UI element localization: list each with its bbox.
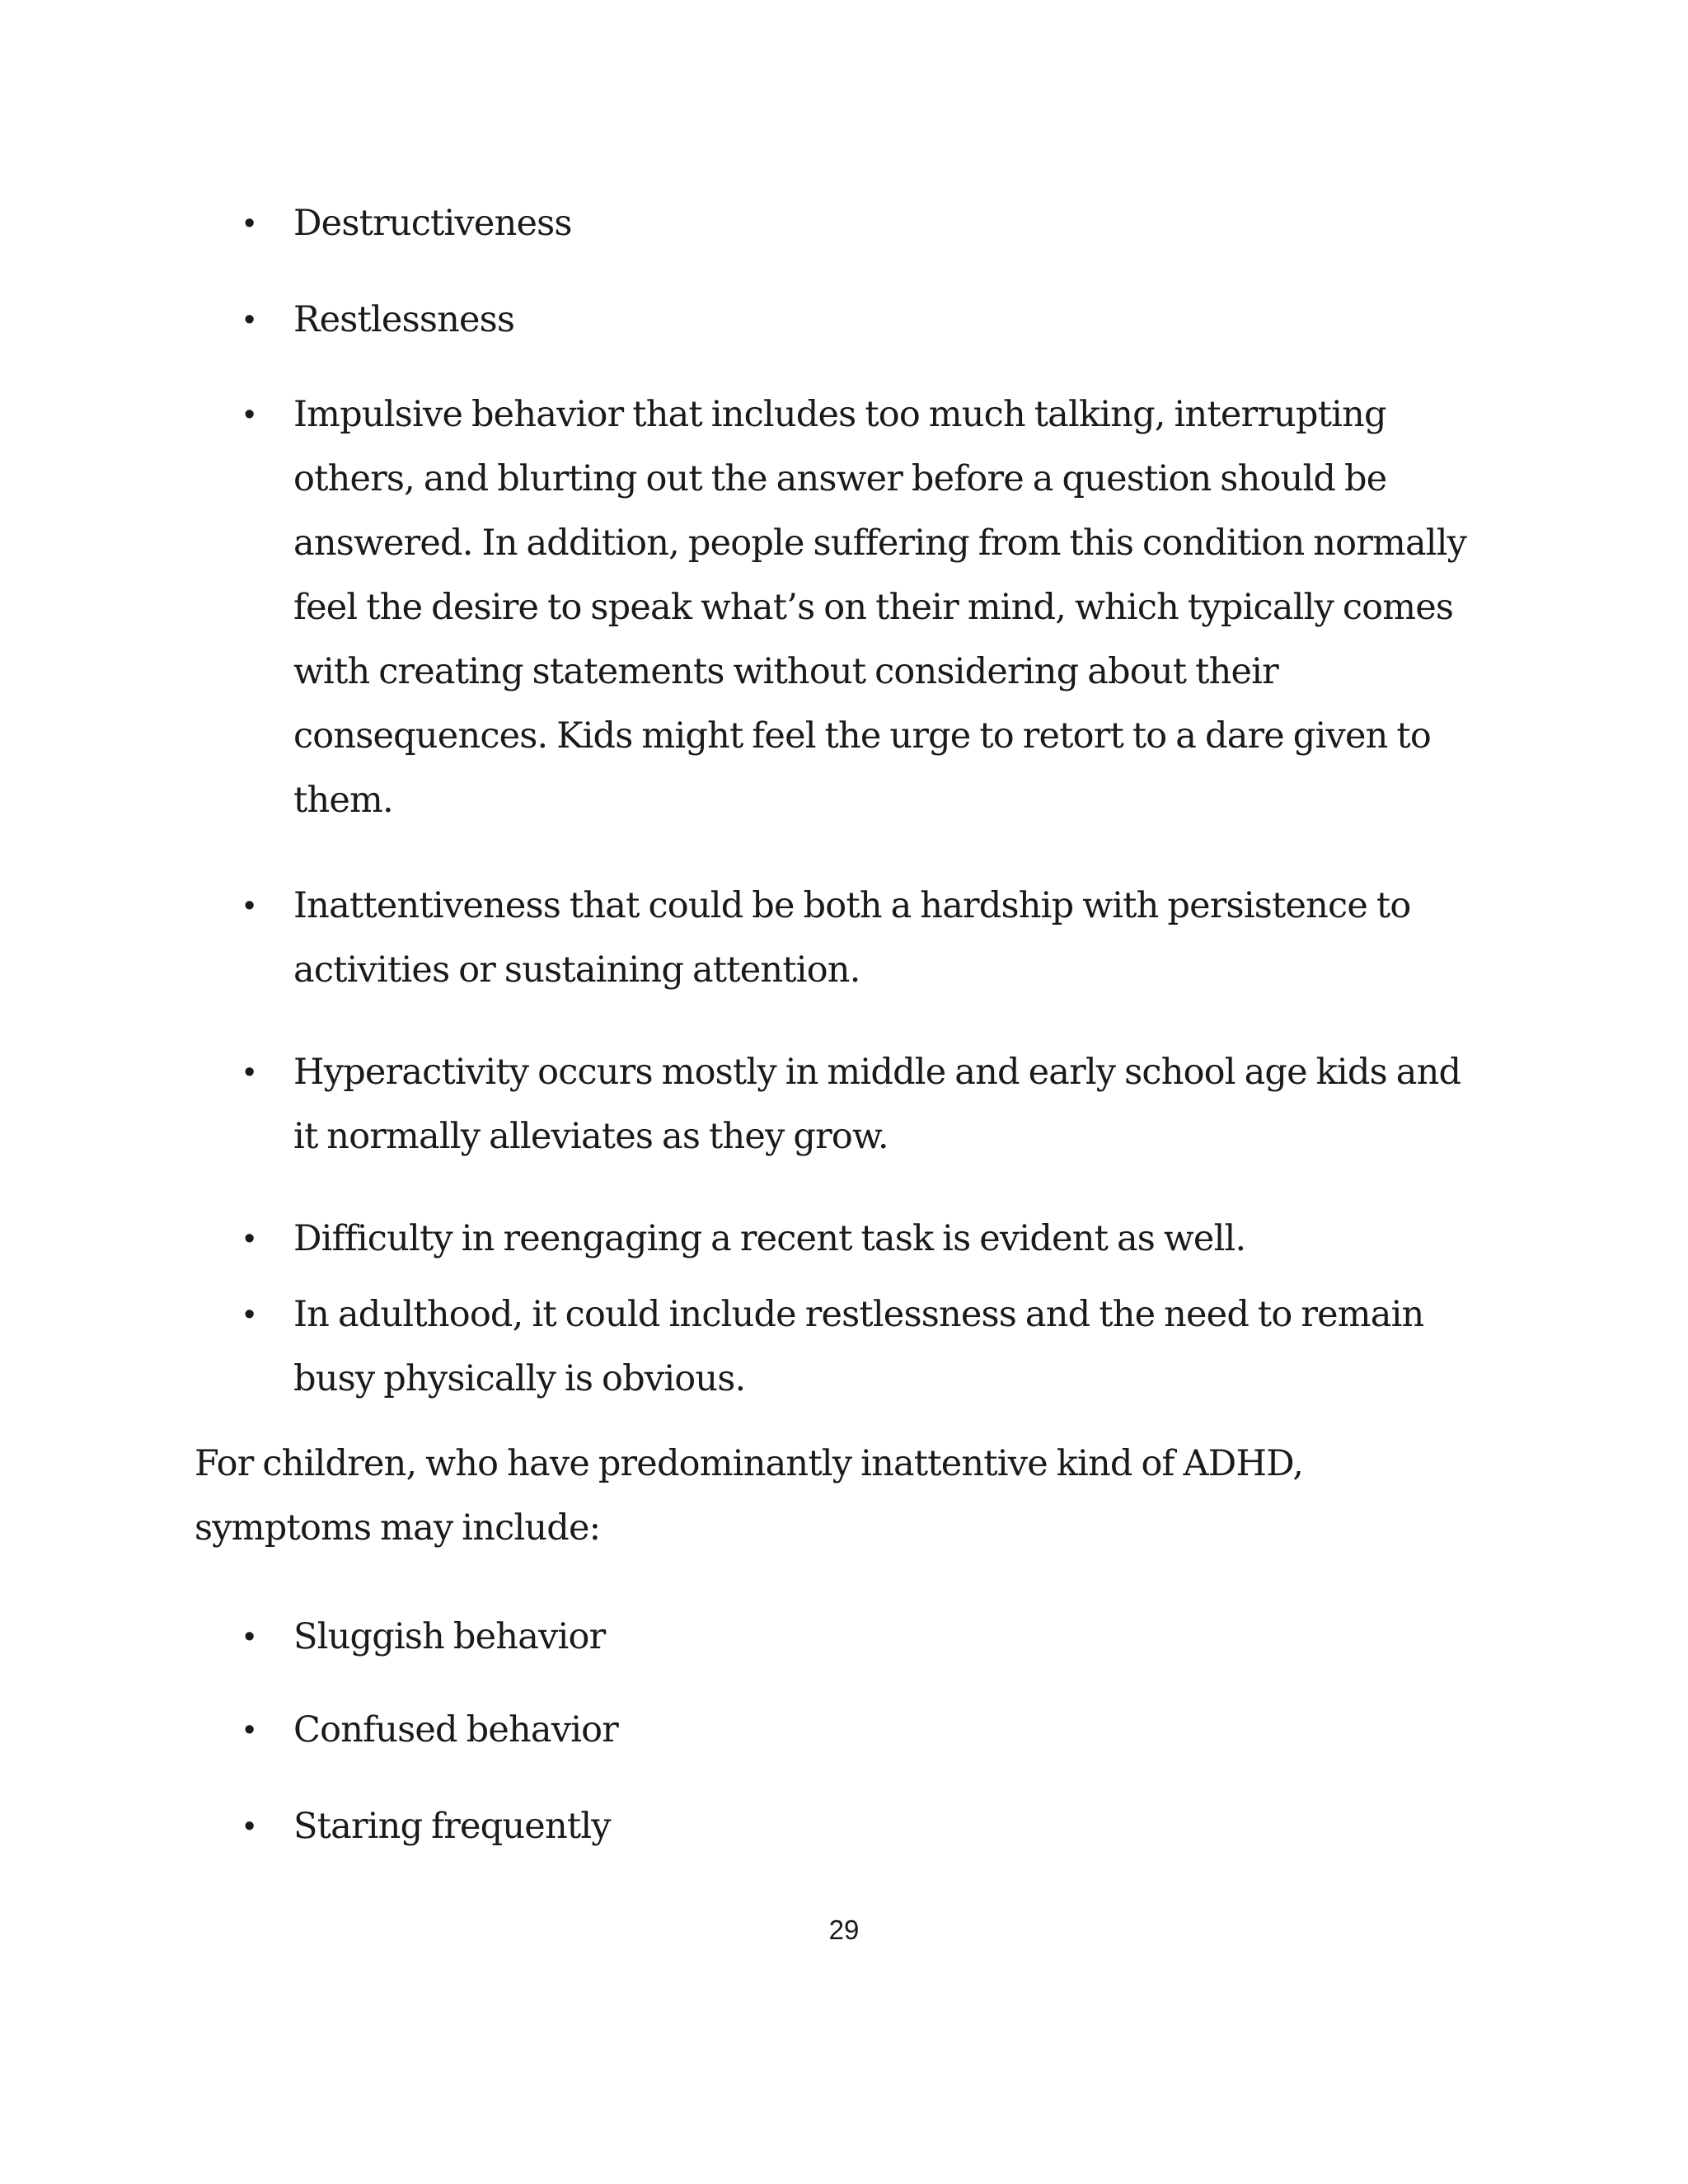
list-item-text: Confused behavior	[293, 1709, 618, 1750]
bullet-icon: •	[244, 1619, 256, 1654]
list-item-text: In adulthood, it could include restlessness and the need to remain busy physically is obvious.	[293, 1294, 1424, 1399]
list-item-text: Destructiveness	[293, 203, 572, 244]
list-item-text: Staring frequently	[293, 1806, 611, 1847]
list-item-text: Sluggish behavior	[293, 1616, 606, 1657]
list-item-text: Hyperactivity occurs mostly in middle and early school age kids and it normally alleviates as they grow.	[293, 1052, 1461, 1157]
intro-paragraph: For children, who have predominantly inattentive kind of ADHD, symptoms may include:	[195, 1443, 1304, 1549]
list-item-text: Difficulty in reengaging a recent task is evident as well.	[293, 1218, 1246, 1259]
bullet-icon: •	[244, 1809, 256, 1844]
bullet-icon: •	[244, 1297, 256, 1332]
bullet-icon: •	[244, 888, 256, 923]
bullet-icon: •	[244, 1221, 256, 1256]
list-item-text: Impulsive behavior that includes too much talking, interrupting others, and blurting out the answer before a question should be answered. In addition, people suffering from this condition normally feel the desire to speak what’s on their mind, which typically comes with creating statements without considering about their consequences. Kids might feel the urge to retort to a dare given to them.	[293, 394, 1467, 821]
bullet-icon: •	[244, 1055, 256, 1090]
bullet-icon: •	[244, 206, 256, 241]
list-item-text: Restlessness	[293, 299, 515, 340]
bullet-icon: •	[244, 1713, 256, 1747]
page-number: 29	[828, 1915, 860, 1945]
bullet-icon: •	[244, 302, 256, 337]
list-item-text: Inattentiveness that could be both a hardship with persistence to activities or sustaining attention.	[293, 885, 1411, 991]
bullet-icon: •	[244, 397, 256, 432]
